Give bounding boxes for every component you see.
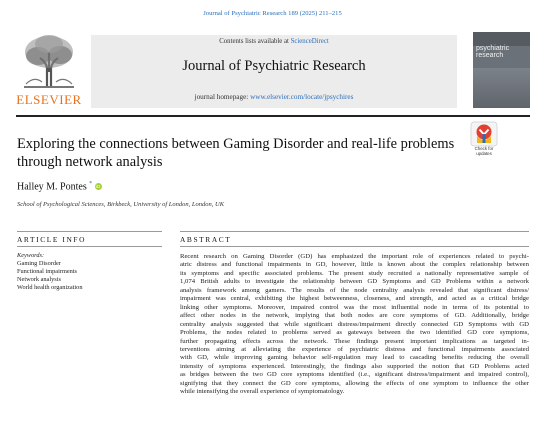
article-title-line1: Exploring the connections between Gaming Disorder and real-life problems xyxy=(17,136,455,152)
abstract-line: Problems, the nodes related to problems served as gateways between the two identified GD core symptoms, xyxy=(180,329,529,337)
crossmark-label-line1: Check for xyxy=(474,146,494,151)
abstract-top-rule xyxy=(180,231,529,232)
abstract-line: Recent research on Gaming Disorder (GD) has emphasized the important role of experiences related to psychi- xyxy=(180,253,529,260)
homepage-prefix: journal homepage: xyxy=(194,93,251,101)
abstract-line: analysis framework among gamers. The results of the node centrality analysis revealed that significant distress/ xyxy=(180,286,529,294)
author-name[interactable]: Halley M. Pontes xyxy=(17,181,87,193)
abstract-bottom-rule xyxy=(180,246,529,247)
abstract-line: 1,074 British adults to investigate the relationship between GD Symptoms and GD Problems within a network xyxy=(180,278,529,286)
abstract-line: linking other symptoms. Moreover, impaired control was the most influential node in terms of its potential to xyxy=(180,303,529,311)
author-line xyxy=(17,181,102,192)
article-title-line2: through network analysis xyxy=(17,154,163,170)
article-title xyxy=(17,135,457,171)
sciencedirect-link[interactable]: ScienceDirect xyxy=(290,38,329,45)
abstract-line: impairment was central, exhibiting the highest betweenness, closeness, and strength, and acted as a critical bridge xyxy=(180,295,529,303)
orcid-icon[interactable]: iD xyxy=(96,184,101,190)
elsevier-tree-icon xyxy=(20,32,78,90)
keywords-list xyxy=(17,260,82,292)
cover-image-area xyxy=(473,68,530,108)
elsevier-logo[interactable] xyxy=(16,26,82,110)
author-affiliation: School of Psychological Sciences, Birkbeck, University of London, London, UK xyxy=(17,201,225,208)
crossmark-label-line2: updates xyxy=(476,151,492,156)
abstract-line: terventions aiming at alleviating the experience of psychiatric distress and functional impairments associated xyxy=(180,345,529,353)
masthead-banner xyxy=(91,35,457,108)
journal-masthead xyxy=(16,26,530,110)
contents-available-line xyxy=(91,38,457,45)
author-footnote-marker[interactable]: * xyxy=(89,181,93,187)
abstract-heading: ABSTRACT xyxy=(180,235,232,244)
article-info-heading: ARTICLE INFO xyxy=(17,235,87,244)
keyword-item: World health organization xyxy=(17,284,83,291)
abstract-line: its symptoms and specific associated problems. The present study recruited a nationally representative sample of xyxy=(180,269,529,277)
abstract-line: while intensifying the overall experience of symptomatology. xyxy=(180,388,345,396)
abstract-line: affect other nodes in the network, implying that both nodes are core symptoms of GD. Additionally, bridge xyxy=(180,312,529,320)
elsevier-wordmark: ELSEVIER xyxy=(16,92,82,107)
journal-homepage-link[interactable]: www.elsevier.com/locate/jpsychires xyxy=(250,93,354,101)
contents-prefix: Contents lists available at xyxy=(219,38,291,45)
cover-title-line1: psychiatric xyxy=(476,45,510,52)
keyword-item: Functional impairments xyxy=(17,268,77,275)
article-info-top-rule xyxy=(17,231,162,232)
keywords-label: Keywords: xyxy=(17,252,45,259)
abstract-line: with GD, while improving gaming behavior self-regulation may lead to cascading benefits reducing the overall xyxy=(180,354,529,362)
abstract-line: as bridges between the two GD core symptoms identified (i.e., significant distress/impairment and impaired control), xyxy=(180,371,529,379)
cover-title-line2: research xyxy=(476,52,504,59)
abstract-line: signifying that they connect the GD core symptoms, allowing the effects of one symptom to influence the other xyxy=(180,379,529,387)
journal-cover-thumbnail[interactable] xyxy=(473,32,530,108)
masthead-divider xyxy=(16,115,530,117)
abstract-line: further propagating effects across the network. These findings present important implications as targeted in- xyxy=(180,337,529,345)
check-for-updates-label[interactable] xyxy=(467,146,501,156)
keyword-item: Network analysis xyxy=(17,276,61,283)
abstract-line: atric distress and functional impairments in GD, however, little is known about the complex relationship between xyxy=(180,261,529,269)
abstract-line: intensity of symptoms experienced. Interestingly, the findings also supported the notion that GD Problems acted xyxy=(180,362,529,370)
keyword-item: Gaming Disorder xyxy=(17,260,61,267)
abstract-body xyxy=(180,253,529,397)
abstract-line: centrality analysis suggested that while significant distress/impairment directly connected GD Symptoms with GD xyxy=(180,320,529,328)
article-info-bottom-rule xyxy=(17,246,162,247)
cover-top-band xyxy=(473,32,530,46)
journal-title: Journal of Psychiatric Research xyxy=(182,58,366,74)
journal-homepage-line xyxy=(91,93,457,101)
journal-citation[interactable]: Journal of Psychiatric Research 189 (2025) 211–215 xyxy=(203,10,342,17)
